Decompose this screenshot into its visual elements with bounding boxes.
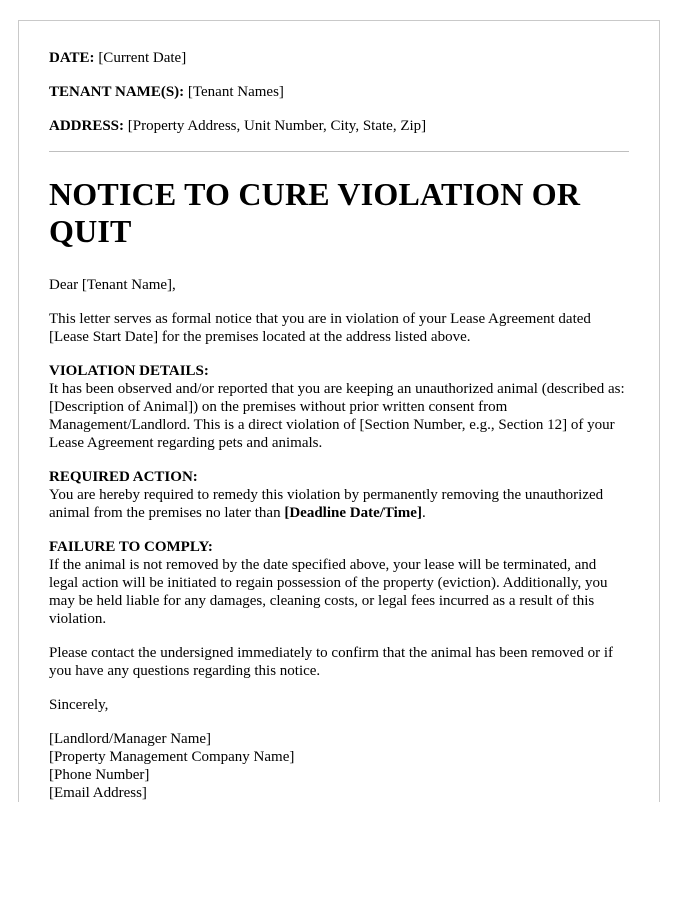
greeting: Dear [Tenant Name], <box>49 277 176 293</box>
deadline-value: [Deadline Date/Time] <box>284 505 422 521</box>
closing-salutation: Sincerely, <box>49 697 109 713</box>
header-divider <box>49 151 629 152</box>
date-label: DATE: <box>49 50 95 66</box>
intro-paragraph: This letter serves as formal notice that you are in violation of your Lease Agreement dated [Lease Start Date] for the premises located at the address listed above. <box>49 311 591 345</box>
address-value: [Property Address, Unit Number, City, State, Zip] <box>127 118 427 134</box>
signature-email: [Email Address] <box>49 785 147 801</box>
violation-text: It has been observed and/or reported that you are keeping an unauthorized animal (described as: [Description of Animal]) on the premises without prior written consent from Management/Landlord. This is a direct violation of [Section Number, e.g., Section 12] of your Lease Agreement regarding pets and animals. <box>49 381 625 451</box>
tenant-value: [Tenant Names] <box>187 84 284 100</box>
notice-title: NOTICE TO CURE VIOLATION OR QUIT <box>49 176 581 249</box>
tenant-line <box>49 83 629 101</box>
notice-document <box>18 20 660 802</box>
action-section <box>49 468 629 522</box>
signature-block <box>49 730 629 802</box>
address-label: ADDRESS: <box>49 118 125 134</box>
action-heading: REQUIRED ACTION: <box>49 469 198 485</box>
action-text-end: . <box>421 505 426 521</box>
failure-text: If the animal is not removed by the date specified above, your lease will be terminated, and legal action will be initiated to regain possession of the property (eviction). Additionally, you may be held liable for any damages, cleaning costs, or legal fees incurred as a result of this violation. <box>49 557 608 627</box>
signature-phone: [Phone Number] <box>49 767 150 783</box>
signature-name: [Landlord/Manager Name] <box>49 731 212 747</box>
contact-paragraph: Please contact the undersigned immediately to confirm that the animal has been removed or if you have any questions regarding this notice. <box>49 645 613 679</box>
violation-heading: VIOLATION DETAILS: <box>49 363 209 379</box>
violation-section <box>49 362 629 452</box>
tenant-label: TENANT NAME(S): <box>49 84 185 100</box>
address-line <box>49 117 629 135</box>
date-line <box>49 49 629 67</box>
signature-company: [Property Management Company Name] <box>49 749 295 765</box>
action-text: You are hereby required to remedy this violation by permanently removing the unauthorized animal from the premises no later than <box>49 487 604 521</box>
failure-heading: FAILURE TO COMPLY: <box>49 539 213 555</box>
date-value: [Current Date] <box>98 50 187 66</box>
failure-section <box>49 538 629 628</box>
